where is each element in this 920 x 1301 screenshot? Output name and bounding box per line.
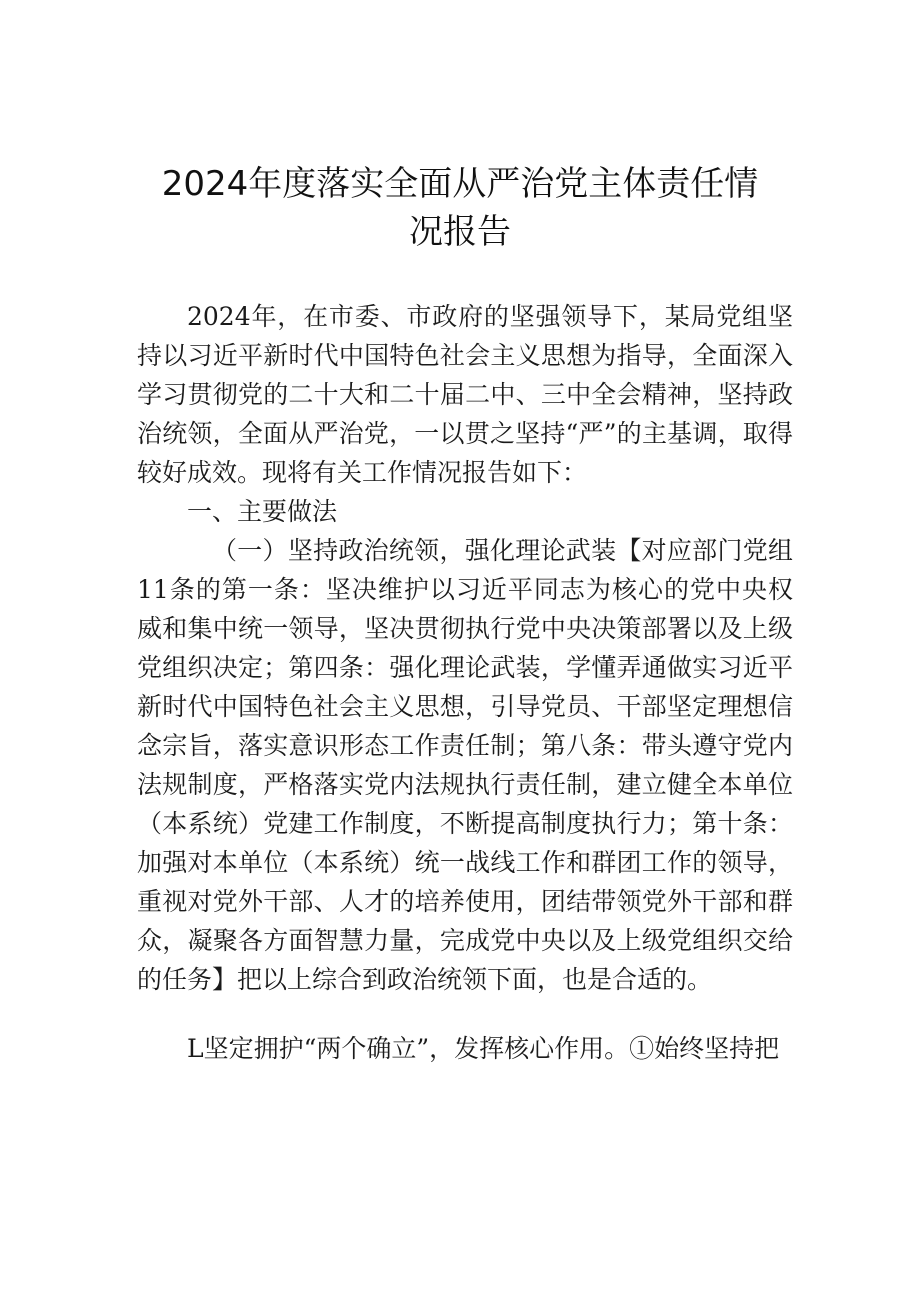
title-line-2: 况报告 [409,212,511,252]
intro-paragraph: 2024年，在市委、市政府的坚强领导下，某局党组坚持以习近平新时代中国特色社会主义思想为指导，全面深入学习贯彻党的二十大和二十届二中、三中全会精神，坚持政治统领，全面从严治党，一以贯之坚持“严”的主基调，取得较好成效。现将有关工作情况报告如下： [137,302,793,487]
document-body [137,297,793,1068]
document-title [120,160,800,256]
paragraph-gap [137,999,793,1029]
subsection-political-leadership: （一）坚持政治统领，强化理论武装【对应部门党组11条的第一条：坚决维护以习近平同志为核心的党中央权威和集中统一领导，坚决贯彻执行党中央决策部署以及上级党组织决定；第四条：强化理论武装，学懂弄通做实习近平新时代中国特色社会主义思想，引导党员、干部坚定理想信念宗旨，落实意识形态工作责任制；第八条：带头遵守党内法规制度，严格落实党内法规执行责任制，建立健全本单位（本系统）党建工作制度，不断提高制度执行力；第十条：加强对本单位（本系统）统一战线工作和群团工作的领导，重视对党外干部、人才的培养使用，团结带领党外干部和群众，凝聚各方面智慧力量，完成党中央以及上级党组织交给的任务】把以上综合到政治统领下面，也是合适的。 [137,536,793,994]
section-heading-main-practices: 一、主要做法 [187,497,338,526]
point-paragraph-1: L坚定拥护“两个确立”，发挥核心作用。①始终坚持把 [187,1034,780,1063]
title-line-1: 2024年度落实全面从严治党主体责任情 [161,164,759,204]
